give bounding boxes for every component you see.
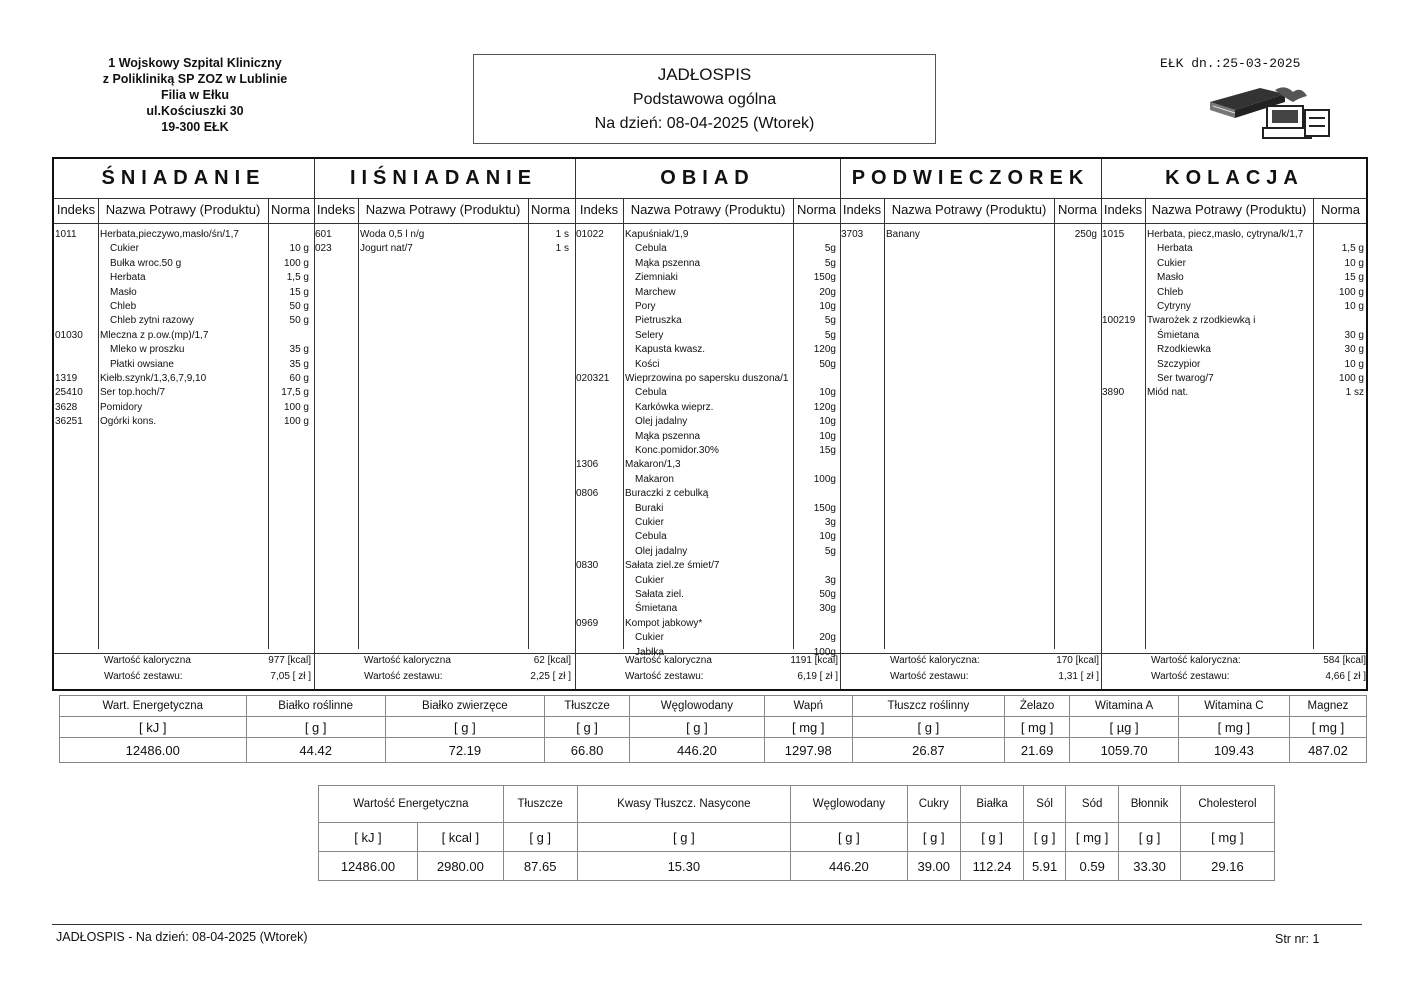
column-divider: [623, 199, 624, 649]
nutrient-cell: Tłuszcze: [544, 696, 629, 717]
row-norma: 1 s: [555, 229, 569, 240]
label-cell: 15.30: [577, 852, 791, 881]
nutrient-row-values: [60, 738, 1367, 763]
row-norma: 50g: [819, 358, 836, 370]
nutrient-cell: [ mg ]: [764, 717, 852, 738]
row-product: Śmietana: [1157, 329, 1200, 341]
label-header: Kwasy Tłuszcz. Nasycone: [577, 786, 791, 823]
label-cell: [ g ]: [577, 823, 791, 852]
row-norma: 10g: [819, 416, 836, 428]
nutrient-cell: 66.80: [544, 738, 629, 763]
row-norma: 250g: [1074, 229, 1097, 240]
cost-label: Wartość zestawu:: [890, 671, 969, 682]
row-norma: 5g: [824, 315, 836, 327]
page-title: JADŁOSPIS: [657, 65, 752, 84]
row-norma: 10 g: [289, 243, 309, 255]
row-norma: 150g: [813, 502, 836, 514]
column-divider: [98, 199, 99, 649]
meal-title: PODWIECZOREK: [851, 167, 1090, 189]
row-product: Cukier: [1157, 257, 1186, 269]
row-product: Bułka wroc.50 g: [110, 257, 182, 269]
row-product: Chleb zytni razowy: [110, 315, 194, 327]
label-header: Błonnik: [1119, 786, 1181, 823]
hospital-line: Filia w Ełku: [160, 88, 230, 102]
column-divider: [1145, 199, 1146, 649]
nutrient-cell: [ g ]: [385, 717, 544, 738]
row-product: Buraki: [635, 502, 664, 514]
row-product: Twarożek z rzodkiewką i: [1147, 315, 1256, 327]
row-norma: 60 g: [289, 373, 309, 384]
row-norma: 10g: [819, 387, 836, 399]
cost-label: Wartość zestawu:: [625, 671, 704, 682]
label-header: Sód: [1066, 786, 1119, 823]
row-product: Rzodkiewka: [1157, 344, 1211, 356]
label-cell: 446.20: [791, 852, 907, 881]
nutrient-cell: [ g ]: [630, 717, 765, 738]
row-product: Makaron/1,3: [625, 459, 681, 471]
row-index: 1015: [1102, 229, 1125, 240]
nutrient-cell: Tłuszcz roślinny: [852, 696, 1004, 717]
kcal-label: Wartość kaloryczna:: [1151, 655, 1241, 666]
row-product: Masło: [1157, 272, 1184, 284]
row-product: Jabłka: [635, 646, 664, 658]
nutrient-cell: Wapń: [764, 696, 852, 717]
label-row-units: [319, 823, 1275, 852]
nutrient-cell: [ mg ]: [1178, 717, 1289, 738]
row-product: Karkówka wieprz.: [635, 401, 714, 413]
row-product: Herbata: [1157, 243, 1193, 255]
row-product: Cebula: [635, 387, 667, 399]
row-norma: 20g: [819, 286, 836, 298]
nutrient-cell: [ mg ]: [1004, 717, 1069, 738]
row-product: Cukier: [635, 574, 664, 586]
column-header-norma: Norma: [270, 202, 310, 217]
label-cell: 87.65: [503, 852, 577, 881]
row-norma: 30 g: [1344, 329, 1364, 341]
row-norma: 3g: [824, 517, 836, 528]
row-norma: 10g: [819, 430, 836, 442]
kcal-value: 170 [kcal]: [1056, 655, 1099, 666]
row-norma: 150g: [813, 272, 836, 284]
issue-date-stamp: EŁK dn.:25-03-2025: [1160, 56, 1301, 71]
label-row-values: [319, 852, 1275, 881]
row-product: Sałata ziel.ze śmiet/7: [625, 560, 720, 572]
row-index: 0969: [576, 617, 599, 629]
row-product: Cytryny: [1157, 301, 1191, 312]
row-product: Banany: [886, 229, 920, 240]
row-product: Chleb: [110, 301, 137, 312]
label-cell: [ g ]: [907, 823, 960, 852]
nutrient-cell: Wart. Energetyczna: [60, 696, 247, 717]
nutrient-cell: [ g ]: [246, 717, 385, 738]
row-norma: 10 g: [1344, 358, 1364, 370]
label-cell: 0.59: [1066, 852, 1119, 881]
row-product: Cukier: [635, 632, 664, 644]
row-index: 25410: [55, 387, 83, 399]
row-norma: 10 g: [1344, 257, 1364, 269]
nutrient-cell: Żelazo: [1004, 696, 1069, 717]
row-product: Pory: [635, 301, 656, 312]
meal-title: OBIAD: [660, 167, 755, 189]
row-product: Kiełb.szynk/1,3,6,7,9,10: [100, 373, 207, 384]
row-norma: 20g: [819, 632, 836, 644]
row-product: Sałata ziel.: [635, 589, 684, 600]
nutrient-cell: [ g ]: [544, 717, 629, 738]
row-norma: 5g: [824, 329, 836, 341]
row-norma: 100 g: [283, 416, 309, 428]
column-header-nazwa: Nazwa Potrawy (Produktu): [365, 202, 521, 217]
label-cell: [ g ]: [1119, 823, 1181, 852]
label-cell: [ mg ]: [1180, 823, 1274, 852]
column-header-divider: [54, 223, 1366, 224]
row-index: 36251: [55, 416, 83, 428]
row-product: Szczypior: [1157, 358, 1201, 370]
menu-date: Na dzień: 08-04-2025 (Wtorek): [594, 115, 815, 132]
row-index: 3703: [841, 229, 864, 240]
column-divider: [358, 199, 359, 649]
nutrient-summary-table: [59, 695, 1367, 763]
nutrition-label-table: [318, 785, 1275, 881]
row-index: 0806: [576, 488, 599, 500]
row-product: Mleczna z p.ow.(mp)/1,7: [100, 329, 209, 341]
column-divider: [1054, 199, 1055, 649]
row-product: Mleko w proszku: [110, 344, 185, 356]
label-cell: 33.30: [1119, 852, 1181, 881]
label-cell: 29.16: [1180, 852, 1274, 881]
row-product: Ziemniaki: [635, 272, 678, 284]
row-norma: 35 g: [289, 358, 309, 370]
label-header: Węglowodany: [791, 786, 907, 823]
row-product: Marchew: [635, 286, 676, 298]
cost-label: Wartość zestawu:: [104, 671, 183, 682]
row-norma: 10g: [819, 531, 836, 543]
books-computer-icon: [1205, 80, 1335, 142]
label-cell: 39.00: [907, 852, 960, 881]
row-product: Herbata,pieczywo,masło/śn/1,7: [100, 229, 239, 240]
label-cell: [ g ]: [503, 823, 577, 852]
cost-label: Wartość zestawu:: [1151, 671, 1230, 682]
hospital-address: [60, 55, 330, 135]
label-cell: [ g ]: [791, 823, 907, 852]
column-header-indeks: Indeks: [842, 202, 882, 217]
row-norma: 1 sz: [1345, 387, 1364, 399]
column-header-indeks: Indeks: [316, 202, 356, 217]
row-norma: 100g: [813, 646, 836, 658]
label-cell: [ kcal ]: [417, 823, 503, 852]
kcal-label: Wartość kaloryczna: [104, 655, 191, 666]
diet-name: Podstawowa ogólna: [632, 91, 777, 108]
row-product: Kapuśniak/1,9: [625, 229, 689, 240]
nutrient-cell: 72.19: [385, 738, 544, 763]
column-header-norma: Norma: [796, 202, 836, 217]
nutrient-cell: 44.42: [246, 738, 385, 763]
nutrient-cell: 446.20: [630, 738, 765, 763]
row-norma: 50 g: [289, 315, 309, 327]
nutrient-cell: [ µg ]: [1070, 717, 1179, 738]
cost-value: 2,25 [ zł ]: [530, 671, 571, 682]
label-cell: 2980.00: [417, 852, 503, 881]
row-product: Herbata, piecz,masło, cytryna/k/1,7: [1147, 229, 1304, 240]
hospital-line: z Polikliniką SP ZOZ w Lublinie: [102, 72, 288, 86]
label-header: Tłuszcze: [503, 786, 577, 823]
footer-title: JADŁOSPIS - Na dzień: 08-04-2025 (Wtorek): [56, 930, 308, 944]
row-product: Cebula: [635, 243, 667, 255]
row-product: Ser twarog/7: [1157, 373, 1214, 384]
cost-value: 7,05 [ zł ]: [270, 671, 311, 682]
kcal-label: Wartość kaloryczna:: [890, 655, 980, 666]
label-header: Wartość Energetyczna: [319, 786, 504, 823]
row-norma: 50 g: [289, 301, 309, 312]
row-product: Konc.pomidor.30%: [635, 445, 719, 456]
row-norma: 120g: [813, 344, 836, 356]
label-cell: 5.91: [1024, 852, 1066, 881]
column-header-norma: Norma: [1320, 202, 1360, 217]
nutrient-cell: Białko roślinne: [246, 696, 385, 717]
row-norma: 3g: [824, 574, 836, 586]
row-norma: 100 g: [1338, 373, 1364, 384]
title-box: [473, 54, 936, 144]
row-product: Kompot jabkowy*: [625, 617, 703, 629]
row-product: Olej jadalny: [635, 416, 688, 428]
row-index: 3628: [55, 401, 78, 413]
nutrient-cell: 1297.98: [764, 738, 852, 763]
row-product: Ogórki kons.: [100, 416, 157, 428]
row-index: 1306: [576, 459, 599, 471]
nutrient-row-headers: [60, 696, 1367, 717]
row-index: 0830: [576, 560, 599, 572]
label-cell: [ g ]: [960, 823, 1023, 852]
row-index: 1011: [55, 229, 77, 240]
nutrient-cell: 21.69: [1004, 738, 1069, 763]
label-header: Sól: [1024, 786, 1066, 823]
kcal-value: 977 [kcal]: [268, 655, 311, 666]
nutrient-cell: 109.43: [1178, 738, 1289, 763]
nutrient-cell: Białko zwierzęce: [385, 696, 544, 717]
nutrient-cell: Węglowodany: [630, 696, 765, 717]
kcal-label: Wartość kaloryczna: [625, 655, 712, 666]
row-norma: 100 g: [1338, 286, 1364, 298]
column-header-norma: Norma: [1057, 202, 1097, 217]
row-product: Mąka pszenna: [635, 257, 701, 269]
column-header-indeks: Indeks: [579, 202, 619, 217]
hospital-line: ul.Kościuszki 30: [146, 104, 244, 118]
row-index: 1319: [55, 373, 78, 384]
row-norma: 1 s: [555, 243, 569, 255]
row-index: 01022: [576, 229, 604, 240]
row-norma: 15g: [819, 445, 836, 456]
cost-label: Wartość zestawu:: [364, 671, 443, 682]
row-norma: 30 g: [1344, 344, 1364, 356]
page-number: Str nr: 1: [1275, 932, 1320, 946]
row-product: Płatki owsiane: [110, 358, 174, 370]
row-product: Chleb: [1157, 286, 1184, 298]
row-norma: 5g: [824, 257, 836, 269]
row-product: Mąka pszenna: [635, 430, 701, 442]
label-header: Białka: [960, 786, 1023, 823]
column-header-indeks: Indeks: [1103, 202, 1143, 217]
row-index: 01030: [55, 329, 83, 341]
meal-title: IIŚNIADANIE: [349, 167, 538, 189]
row-product: Kapusta kwasz.: [635, 344, 706, 356]
row-norma: 100 g: [283, 257, 309, 269]
meal-title: ŚNIADANIE: [101, 167, 266, 189]
row-norma: 15 g: [289, 286, 309, 298]
label-header: Cholesterol: [1180, 786, 1274, 823]
nutrient-cell: [ g ]: [852, 717, 1004, 738]
row-norma: 35 g: [289, 344, 309, 356]
row-product: Buraczki z cebulką: [625, 488, 709, 500]
column-header-nazwa: Nazwa Potrawy (Produktu): [1151, 202, 1307, 217]
nutrient-cell: [ kJ ]: [60, 717, 247, 738]
column-divider: [528, 199, 529, 649]
row-product: Olej jadalny: [635, 545, 688, 557]
column-header-nazwa: Nazwa Potrawy (Produktu): [105, 202, 261, 217]
row-norma: 5g: [824, 545, 836, 557]
row-index: 020321: [576, 373, 610, 384]
row-product: Masło: [110, 286, 137, 298]
row-product: Selery: [635, 329, 664, 341]
row-norma: 15 g: [1344, 272, 1364, 284]
cost-value: 4,66 [ zł ]: [1325, 671, 1366, 682]
label-cell: 112.24: [960, 852, 1023, 881]
row-product: Cukier: [635, 517, 664, 528]
row-norma: 30g: [819, 603, 836, 615]
row-norma: 50g: [819, 589, 836, 600]
row-norma: 10 g: [1344, 301, 1364, 312]
kcal-value: 1191 [kcal]: [790, 655, 838, 666]
row-product: Miód nat.: [1147, 387, 1189, 399]
kcal-label: Wartość kaloryczna: [364, 655, 451, 666]
label-cell: [ kJ ]: [319, 823, 418, 852]
hospital-line: 1 Wojskowy Szpital Kliniczny: [108, 56, 282, 70]
row-product: Pietruszka: [635, 315, 682, 327]
row-product: Wieprzowina po sapersku duszona/1: [625, 373, 789, 384]
label-header: Cukry: [907, 786, 960, 823]
footer-divider: [52, 924, 1362, 925]
column-header-nazwa: Nazwa Potrawy (Produktu): [891, 202, 1047, 217]
row-product: Cukier: [110, 243, 139, 255]
row-norma: 120g: [813, 401, 836, 413]
kcal-value: 584 [kcal]: [1323, 655, 1366, 666]
nutrient-cell: 12486.00: [60, 738, 247, 763]
hospital-line: 19-300 EŁK: [161, 120, 229, 134]
row-index: 023: [315, 243, 332, 255]
cost-value: 1,31 [ zł ]: [1058, 671, 1099, 682]
row-norma: 1,5 g: [286, 272, 309, 284]
row-product: Śmietana: [635, 603, 678, 615]
cost-value: 6,19 [ zł ]: [797, 671, 838, 682]
nutrient-cell: 26.87: [852, 738, 1004, 763]
kcal-value: 62 [kcal]: [533, 655, 571, 666]
row-norma: 17,5 g: [281, 387, 309, 399]
nutrient-cell: 487.02: [1289, 738, 1366, 763]
row-norma: 100g: [813, 473, 836, 485]
column-divider: [884, 199, 885, 649]
row-product: Jogurt nat/7: [360, 243, 413, 255]
row-product: Pomidory: [100, 401, 143, 413]
row-norma: 100 g: [283, 401, 309, 413]
label-cell: 12486.00: [319, 852, 418, 881]
label-cell: [ g ]: [1024, 823, 1066, 852]
column-header-nazwa: Nazwa Potrawy (Produktu): [630, 202, 786, 217]
row-norma: 5g: [824, 243, 836, 255]
row-index: 601: [315, 229, 332, 240]
menu-table: [52, 157, 1368, 691]
nutrient-row-units: [60, 717, 1367, 738]
column-header-indeks: Indeks: [56, 202, 96, 217]
nutrient-cell: Magnez: [1289, 696, 1366, 717]
row-norma: 1,5 g: [1341, 243, 1364, 255]
row-index: 100219: [1102, 315, 1136, 327]
label-row-headers: [319, 786, 1275, 823]
nutrient-cell: 1059.70: [1070, 738, 1179, 763]
row-product: Cebula: [635, 531, 667, 543]
column-header-norma: Norma: [530, 202, 570, 217]
nutrient-cell: Witamina A: [1070, 696, 1179, 717]
row-product: Woda 0,5 l n/g: [360, 229, 425, 240]
nutrient-cell: [ mg ]: [1289, 717, 1366, 738]
meal-title: KOLACJA: [1165, 167, 1304, 189]
nutrient-cell: Witamina C: [1178, 696, 1289, 717]
row-product: Makaron: [635, 473, 674, 485]
row-product: Ser top.hoch/7: [100, 387, 166, 399]
row-norma: 10g: [819, 301, 836, 312]
row-index: 3890: [1102, 387, 1125, 399]
label-cell: [ mg ]: [1066, 823, 1119, 852]
row-product: Kości: [635, 358, 660, 370]
row-product: Herbata: [110, 272, 146, 284]
